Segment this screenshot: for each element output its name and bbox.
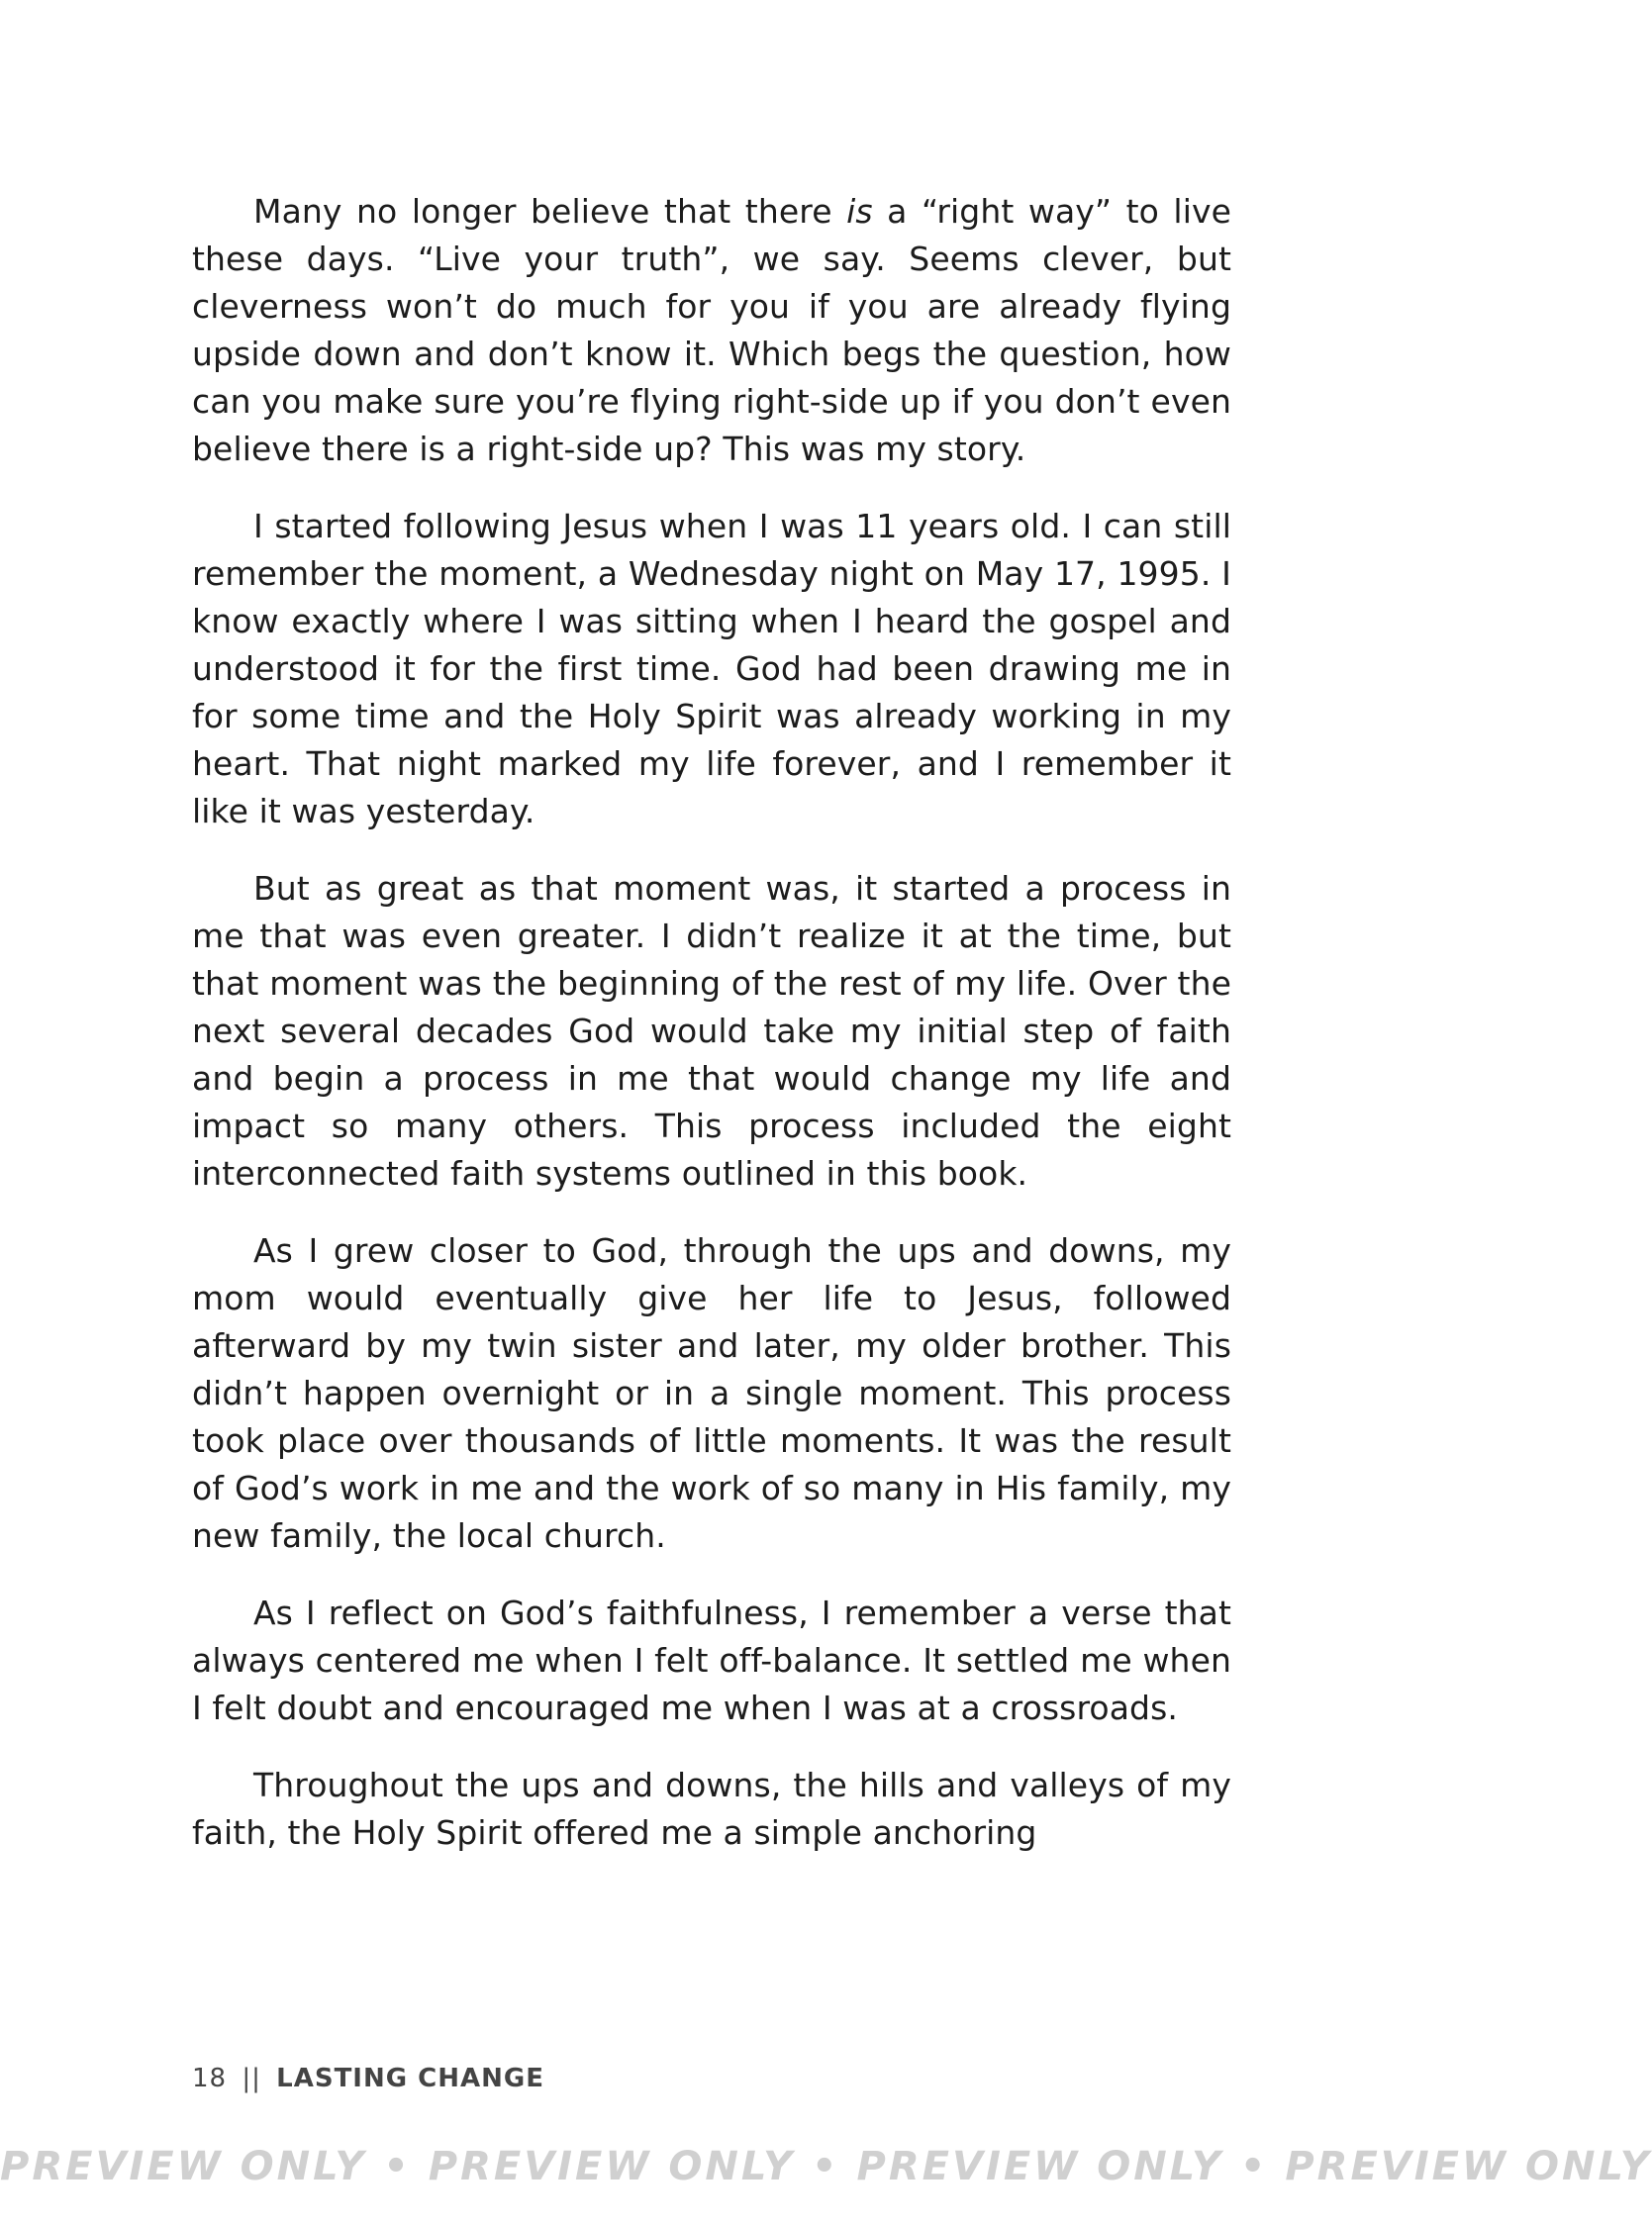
page-number: 18	[192, 2064, 228, 2093]
paragraph-1-before: Many no longer believe that there	[253, 192, 847, 231]
paragraph-1-after: a “right way” to live these days. “Live your truth”, we say. Seems clever, but cleverness won’t do much for you if you are already flying upside down and don’t know it. Which begs the question, how can you make sure you’re flying right-side up if you don’t even believe there is a right-side up? This was my story.	[192, 192, 1231, 468]
paragraph-4: As I grew closer to God, through the ups and downs, my mom would eventually give her life to Jesus, followed afterward by my twin sister and later, my older brother. This didn’t happen overnight or in a single moment. This process took place over thousands of little moments. It was the result of God’s work in me and the work of so many in His family, my new family, the local church.	[192, 1231, 1231, 1555]
preview-watermark: PREVIEW ONLY • PREVIEW ONLY • PREVIEW ONLY • PREVIEW ONLY	[0, 2144, 1652, 2189]
paragraph-3: But as great as that moment was, it started a process in me that was even greater. I didn’t realize it at the time, but that moment was the beginning of the rest of my life. Over the next several decades God would take my initial step of faith and begin a process in me that would change my life and impact so many others. This process included the eight interconnected faith systems outlined in this book.	[192, 869, 1231, 1193]
page-footer	[192, 2064, 544, 2093]
paragraph-2: I started following Jesus when I was 11 years old. I can still remember the moment, a Wednesday night on May 17, 1995. I know exactly where I was sitting when I heard the gospel and understood it for the first time. God had been drawing me in for some time and the Holy Spirit was already working in my heart. That night marked my life forever, and I remember it like it was yesterday.	[192, 507, 1231, 830]
paragraph-1-emphasis: is	[846, 192, 873, 231]
paragraph-1	[192, 188, 1231, 473]
page-body	[192, 188, 1231, 1887]
paragraph-6: Throughout the ups and downs, the hills and valleys of my faith, the Holy Spirit offered me a simple anchoring	[192, 1766, 1231, 1852]
book-title: LASTING CHANGE	[276, 2064, 544, 2093]
paragraph-5: As I reflect on God’s faithfulness, I remember a verse that always centered me when I felt off-balance. It settled me when I felt doubt and encouraged me when I was at a crossroads.	[192, 1594, 1231, 1727]
footer-separator: ||	[242, 2064, 261, 2093]
